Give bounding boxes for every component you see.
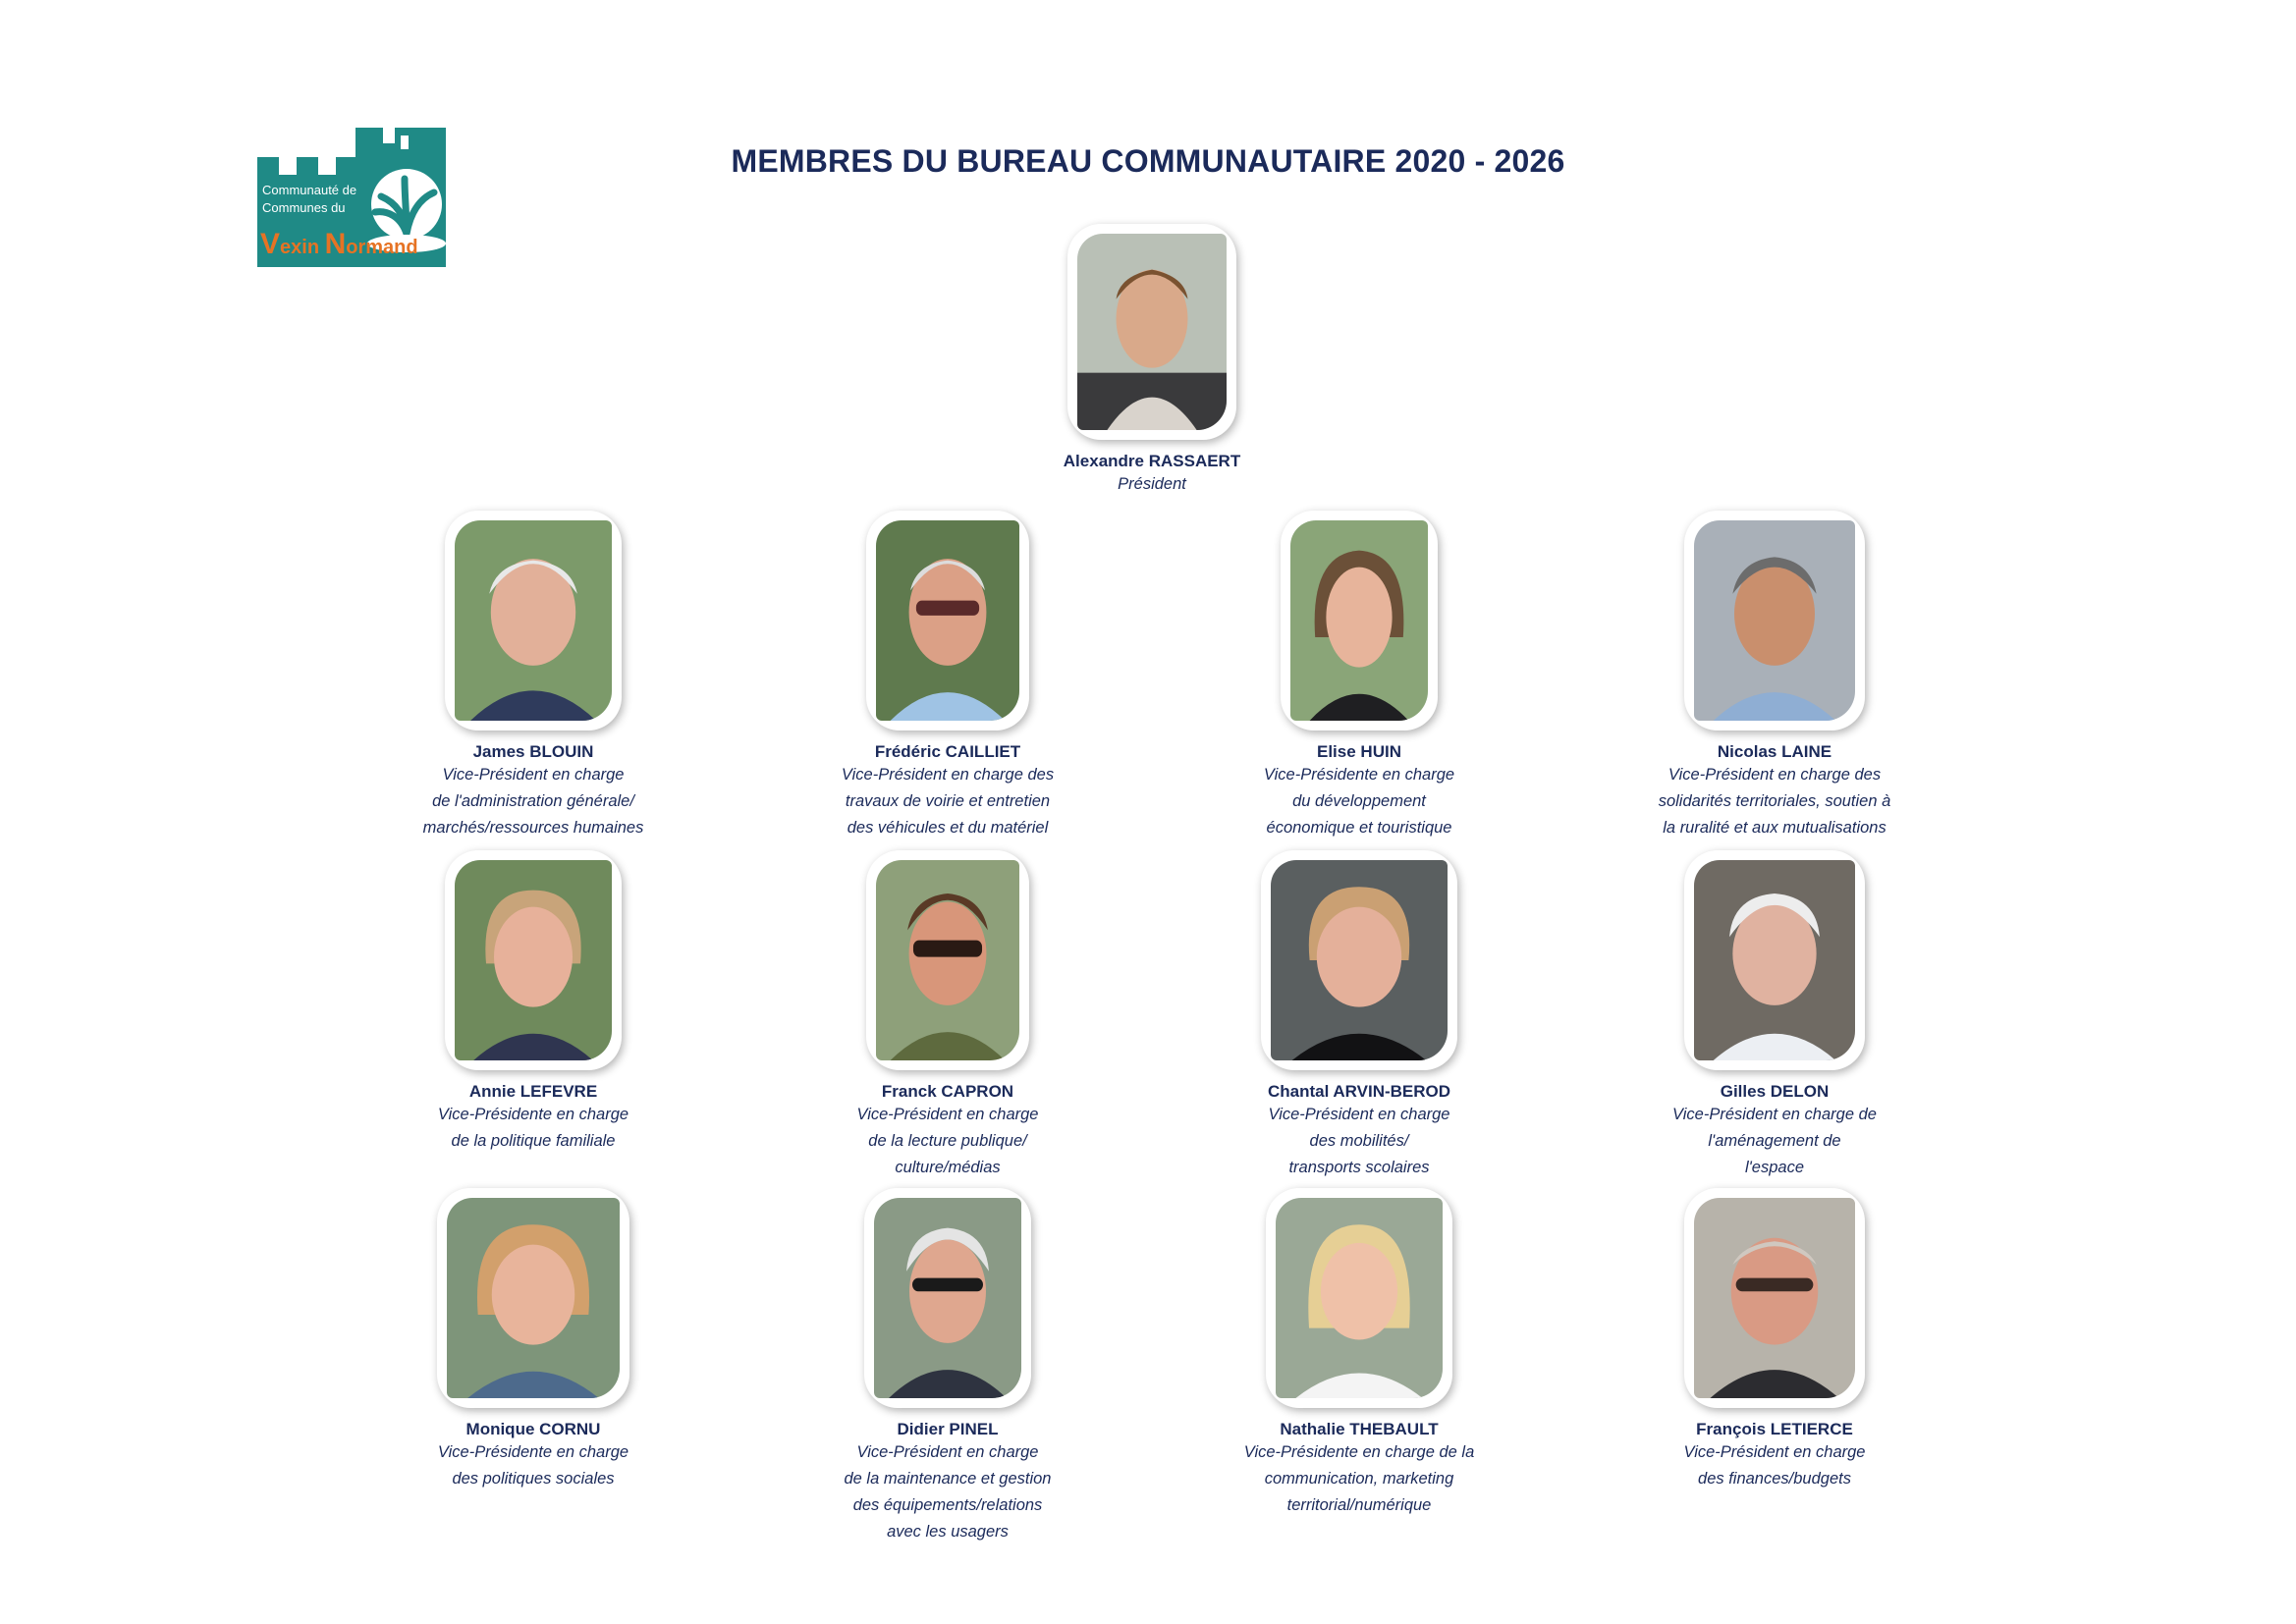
member-photo [1281, 511, 1438, 731]
member-photo [864, 1188, 1031, 1408]
member-name: Annie LEFEVRE [468, 1082, 598, 1101]
member-photo [1261, 850, 1457, 1070]
member-photo [1684, 850, 1865, 1070]
member-photo [1266, 1188, 1452, 1408]
member-role: Vice-Président en charge de l'administration générale/ marchés/ressources humaines [422, 766, 644, 837]
member-photo [1684, 511, 1865, 731]
member-card-president [975, 224, 1329, 498]
member-name: Chantal ARVIN-BEROD [1267, 1082, 1451, 1101]
member-card [771, 1188, 1124, 1545]
page-title: MEMBRES DU BUREAU COMMUNAUTAIRE 2020 - 2026 [731, 143, 1565, 179]
member-card [1598, 850, 1951, 1181]
member-photo [437, 1188, 629, 1408]
member-photo [866, 850, 1029, 1070]
logo-line1: Communauté de [262, 183, 357, 197]
member-role: Vice-Président en charge des travaux de voirie et entretien des véhicules et du matériel [841, 766, 1055, 837]
member-name: Nicolas LAINE [1717, 742, 1832, 761]
member-photo [1684, 1188, 1865, 1408]
member-card [356, 1188, 710, 1492]
member-card [771, 850, 1124, 1181]
member-role: Vice-Président en charge de la maintenance et gestion des équipements/relations avec les usagers [844, 1443, 1052, 1541]
member-role: Vice-Président en charge des finances/budgets [1683, 1443, 1866, 1488]
member-role: Vice-Président en charge de la lecture publique/ culture/médias [856, 1106, 1039, 1176]
member-card [1598, 511, 1951, 841]
member-card [1182, 1188, 1536, 1519]
member-photo [445, 850, 622, 1070]
member-photo [445, 511, 622, 731]
member-role: Vice-Présidente en charge de la politique familiale [437, 1106, 629, 1150]
member-role: Président [1118, 475, 1186, 493]
member-name: Monique CORNU [465, 1420, 601, 1438]
member-name: Frédéric CAILLIET [874, 742, 1021, 761]
member-card [1598, 1188, 1951, 1492]
member-role: Vice-Président en charge des solidarités territoriales, soutien à la ruralité et aux mutualisations [1658, 766, 1891, 837]
member-role: Vice-Président en charge de l'aménagement de l'espace [1672, 1106, 1877, 1176]
logo-brand: Vexin Normand [260, 228, 418, 260]
member-name: James BLOUIN [472, 742, 594, 761]
member-role: Vice-Présidente en charge des politiques sociales [437, 1443, 629, 1488]
member-role: Vice-Présidente en charge de la communication, marketing territorial/numérique [1243, 1443, 1475, 1514]
member-role: Vice-Présidente en charge du développement économique et touristique [1263, 766, 1455, 837]
logo-line2: Communes du [262, 200, 346, 215]
member-card [771, 511, 1124, 841]
member-card [356, 511, 710, 841]
member-name: Franck CAPRON [881, 1082, 1014, 1101]
member-name: François LETIERCE [1696, 1420, 1853, 1438]
member-photo [1067, 224, 1236, 440]
member-name: Elise HUIN [1317, 742, 1401, 761]
member-role: Vice-Président en charge des mobilités/ transports scolaires [1268, 1106, 1450, 1176]
member-name: Nathalie THEBAULT [1280, 1420, 1439, 1438]
member-name: Gilles DELON [1720, 1082, 1830, 1101]
vexin-normand-logo [257, 118, 454, 267]
member-card [1182, 511, 1536, 841]
member-name: Alexandre RASSAERT [1063, 452, 1241, 470]
member-card [1182, 850, 1536, 1181]
member-card [356, 850, 710, 1155]
member-photo [866, 511, 1029, 731]
member-name: Didier PINEL [897, 1420, 999, 1438]
